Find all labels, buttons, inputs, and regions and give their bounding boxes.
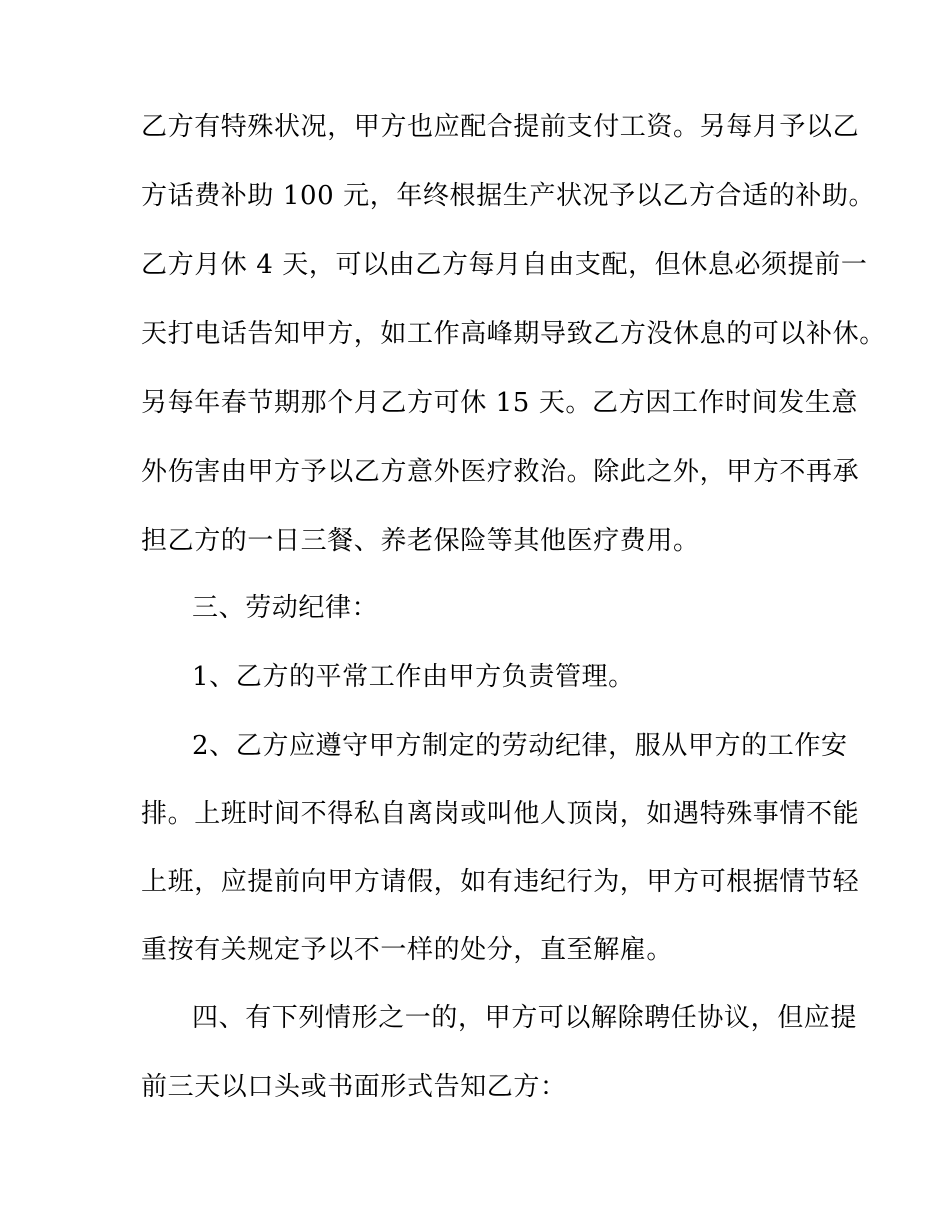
paragraph-line: 前三天以口头或书面形式告知乙方： <box>141 1072 567 1102</box>
paragraph-line: 乙方有特殊状况，甲方也应配合提前支付工资。另每月予以乙 <box>141 112 860 142</box>
paragraph-line: 另每年春节期那个月乙方可休 15 天。乙方因工作时间发生意 <box>141 388 859 418</box>
paragraph-line: 外伤害由甲方予以乙方意外医疗救治。除此之外，甲方不再承 <box>141 457 860 487</box>
paragraph-line: 排。上班时间不得私自离岗或叫他人顶岗，如遇特殊事情不能 <box>141 799 860 829</box>
section-heading: 四、有下列情形之一的，甲方可以解除聘任协议，但应提 <box>192 1003 858 1033</box>
paragraph-line: 乙方月休 4 天，可以由乙方每月自由支配，但休息必须提前一 <box>141 250 868 280</box>
list-item: 2、乙方应遵守甲方制定的劳动纪律，服从甲方的工作安 <box>192 731 848 761</box>
paragraph-line: 天打电话告知甲方，如工作高峰期导致乙方没休息的可以补休。 <box>141 319 886 349</box>
paragraph-line: 担乙方的一日三餐、养老保险等其他医疗费用。 <box>141 526 700 556</box>
list-item: 1、乙方的平常工作由甲方负责管理。 <box>192 662 635 692</box>
paragraph-line: 重按有关规定予以不一样的处分，直至解雇。 <box>141 935 674 965</box>
paragraph-line: 上班，应提前向甲方请假，如有违纪行为，甲方可根据情节轻 <box>141 867 860 897</box>
section-heading: 三、劳动纪律： <box>192 593 379 623</box>
paragraph-line: 方话费补助 100 元，年终根据生产状况予以乙方合适的补助。 <box>141 181 876 211</box>
